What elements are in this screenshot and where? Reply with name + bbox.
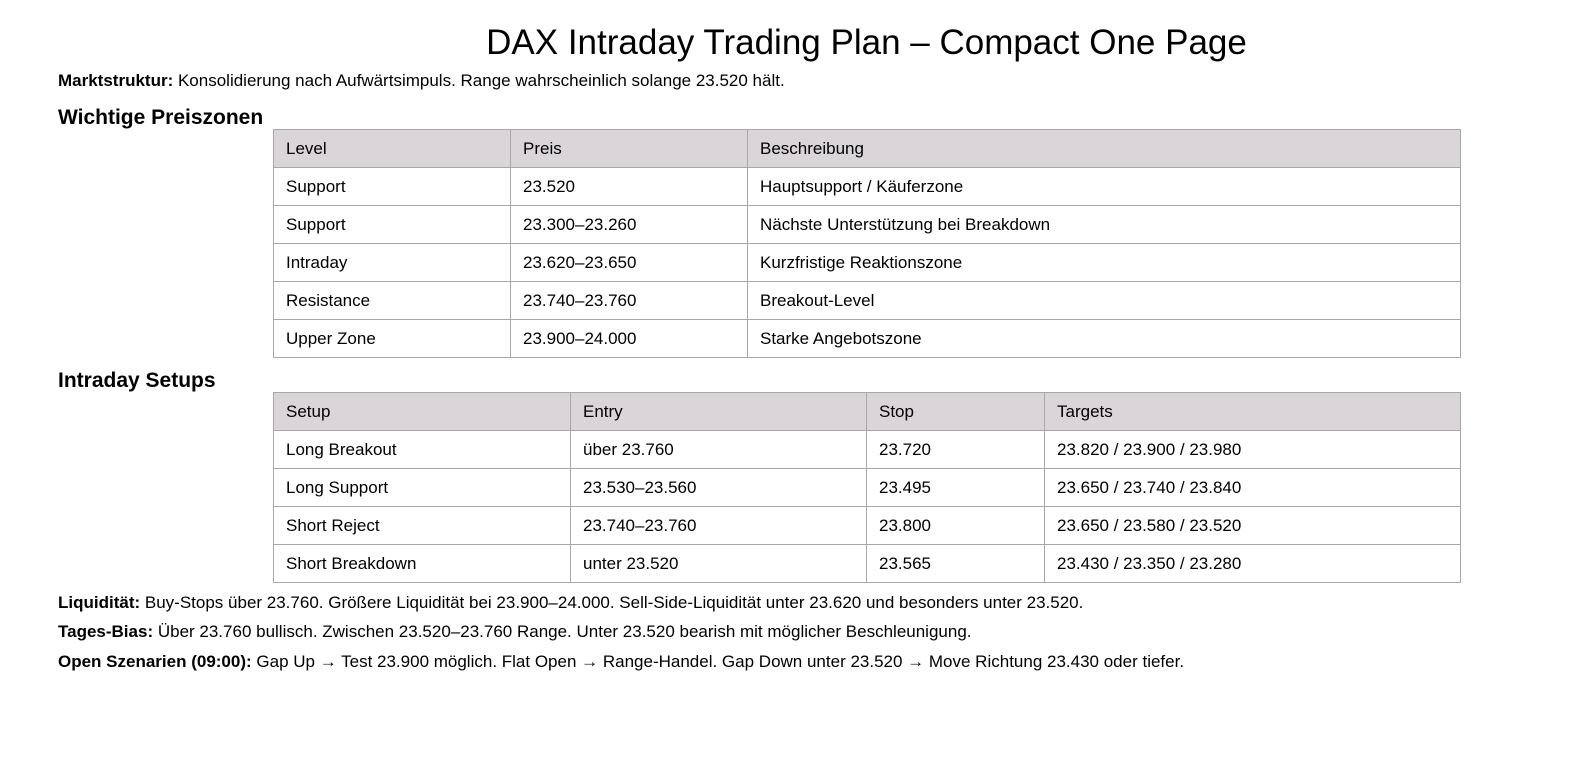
table-cell: Long Breakout	[274, 431, 571, 469]
table-cell: Upper Zone	[274, 320, 511, 358]
table-row	[274, 507, 1461, 545]
table-cell: Long Support	[274, 469, 571, 507]
zones-heading: Wichtige Preiszonen	[58, 106, 264, 129]
table-cell: 23.900–24.000	[511, 320, 748, 358]
table-cell: Support	[274, 168, 511, 206]
column-header: Setup	[274, 393, 571, 431]
table-row	[274, 469, 1461, 507]
table-cell: 23.650 / 23.580 / 23.520	[1045, 507, 1461, 545]
column-header: Preis	[511, 130, 748, 168]
column-header: Entry	[571, 393, 867, 431]
table-cell: 23.820 / 23.900 / 23.980	[1045, 431, 1461, 469]
table-cell: 23.565	[867, 545, 1045, 583]
table-cell: 23.650 / 23.740 / 23.840	[1045, 469, 1461, 507]
page-title: DAX Intraday Trading Plan – Compact One Page	[486, 23, 1247, 62]
table-row	[274, 282, 1461, 320]
column-header: Beschreibung	[748, 130, 1461, 168]
marktstruktur-label: Marktstruktur:	[58, 71, 174, 90]
table-cell: 23.740–23.760	[511, 282, 748, 320]
table-header-row	[274, 130, 1461, 168]
open-szenarien-paragraph	[58, 651, 1184, 673]
table-row	[274, 545, 1461, 583]
table-cell: Kurzfristige Reaktionszone	[748, 244, 1461, 282]
table-cell: 23.720	[867, 431, 1045, 469]
price-zones-table	[273, 129, 1461, 358]
table-cell: Resistance	[274, 282, 511, 320]
liquiditaet-text: Buy-Stops über 23.760. Größere Liquidität bei 23.900–24.000. Sell-Side-Liquidität unter 23.620 und besonders unter 23.520.	[140, 593, 1084, 612]
table-cell: Short Breakdown	[274, 545, 571, 583]
column-header: Level	[274, 130, 511, 168]
marktstruktur-text: Konsolidierung nach Aufwärtsimpuls. Range wahrscheinlich solange 23.520 hält.	[173, 71, 785, 90]
intraday-setups-table	[273, 392, 1461, 583]
liquiditaet-paragraph	[58, 592, 1083, 614]
table-cell: Intraday	[274, 244, 511, 282]
table-cell: 23.800	[867, 507, 1045, 545]
table-cell: 23.495	[867, 469, 1045, 507]
table-cell: 23.300–23.260	[511, 206, 748, 244]
table-header-row	[274, 393, 1461, 431]
table-row	[274, 244, 1461, 282]
table-cell: 23.740–23.760	[571, 507, 867, 545]
table-row	[274, 431, 1461, 469]
table-cell: Starke Angebotszone	[748, 320, 1461, 358]
table-cell: 23.520	[511, 168, 748, 206]
column-header: Targets	[1045, 393, 1461, 431]
tages-bias-text: Über 23.760 bullisch. Zwischen 23.520–23.760 Range. Unter 23.520 bearish mit möglicher Beschleunigung.	[153, 622, 972, 641]
setups-heading: Intraday Setups	[58, 369, 216, 392]
table-cell: 23.430 / 23.350 / 23.280	[1045, 545, 1461, 583]
table-cell: Short Reject	[274, 507, 571, 545]
table-row	[274, 168, 1461, 206]
table-cell: unter 23.520	[571, 545, 867, 583]
liquiditaet-label: Liquidität:	[58, 593, 141, 612]
table-cell: Breakout-Level	[748, 282, 1461, 320]
marktstruktur-paragraph	[58, 70, 785, 92]
tages-bias-label: Tages-Bias:	[58, 622, 154, 641]
table-cell: Nächste Unterstützung bei Breakdown	[748, 206, 1461, 244]
column-header: Stop	[867, 393, 1045, 431]
table-row	[274, 320, 1461, 358]
table-cell: über 23.760	[571, 431, 867, 469]
table-cell: Support	[274, 206, 511, 244]
open-szenarien-text: Gap Up → Test 23.900 möglich. Flat Open → Range-Handel. Gap Down unter 23.520 → Move Richtung 23.430 oder tiefer.	[251, 652, 1185, 671]
table-cell: 23.530–23.560	[571, 469, 867, 507]
table-cell: Hauptsupport / Käuferzone	[748, 168, 1461, 206]
open-szenarien-label: Open Szenarien (09:00):	[58, 652, 252, 671]
table-row	[274, 206, 1461, 244]
table-cell: 23.620–23.650	[511, 244, 748, 282]
tages-bias-paragraph	[58, 621, 972, 643]
